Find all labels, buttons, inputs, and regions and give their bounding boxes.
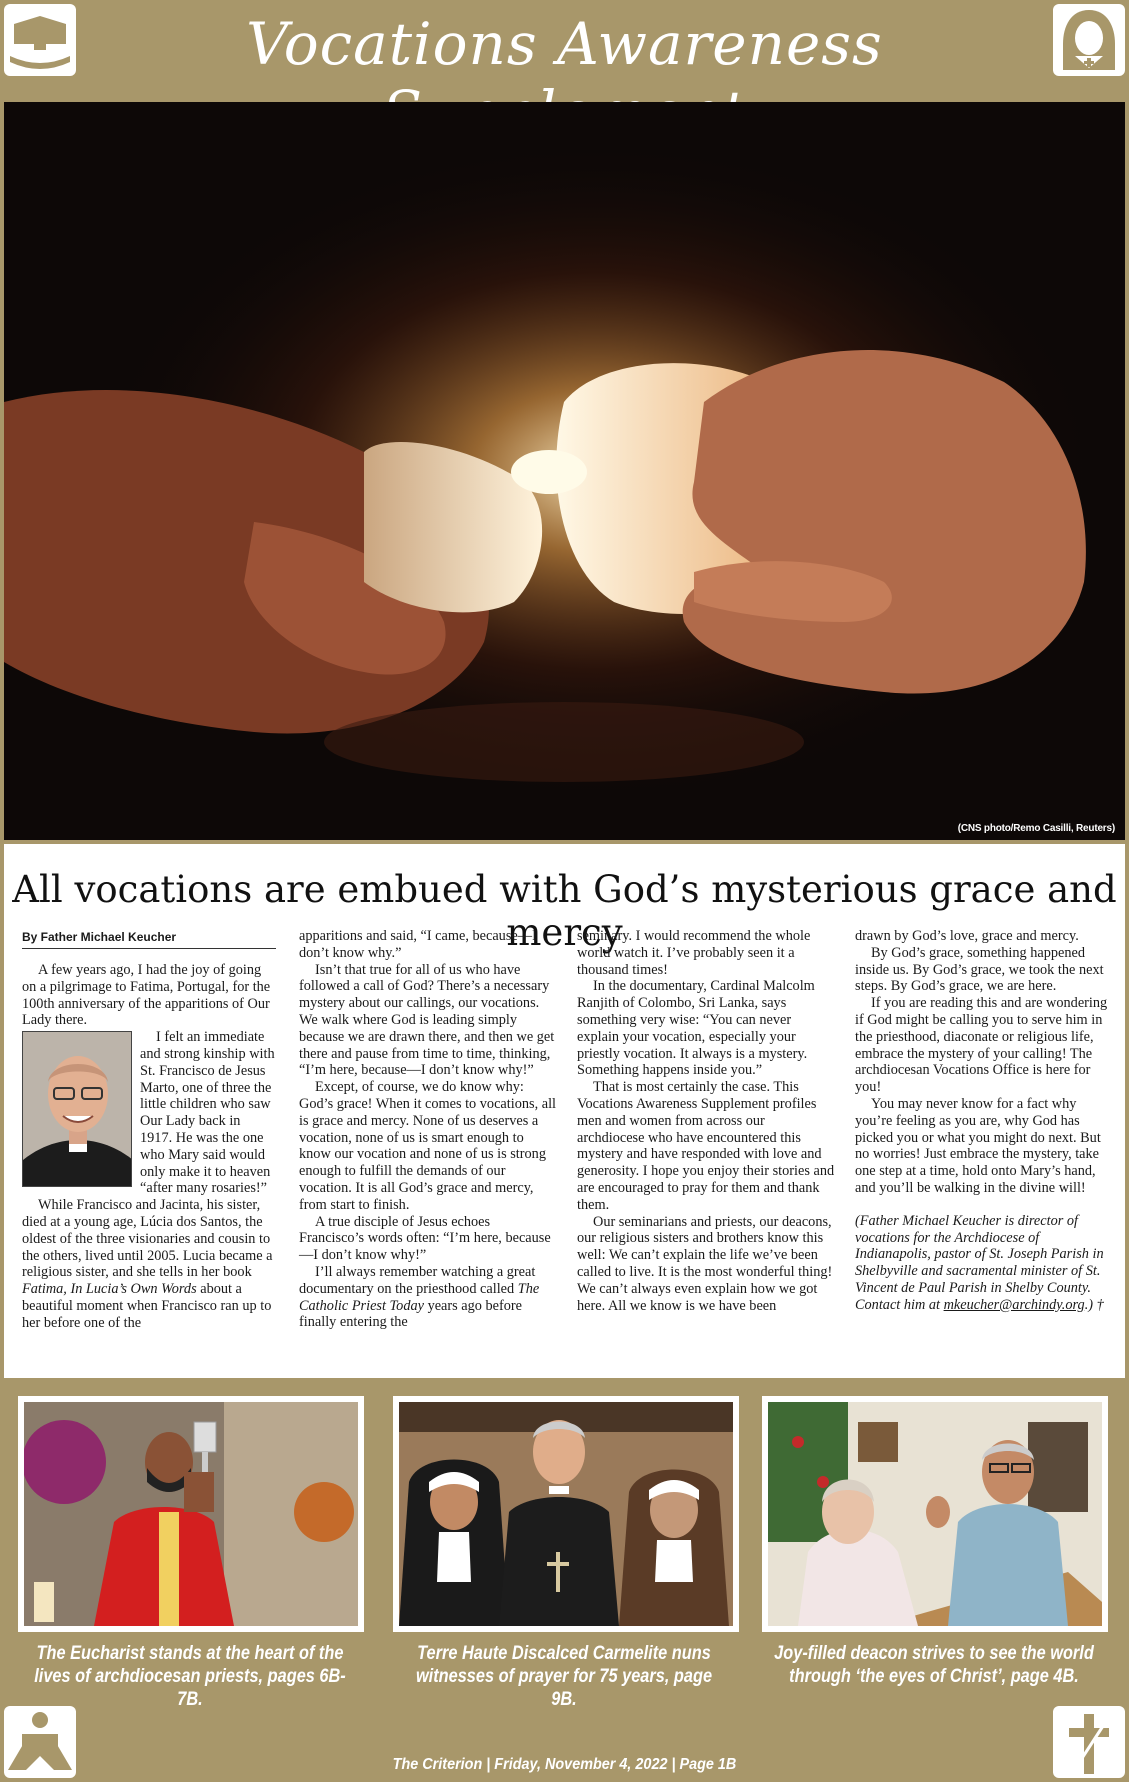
feature-caption-eucharist[interactable]: The Eucharist stands at the heart of the lives of archdiocesan priests, pages 6B-7B. xyxy=(34,1643,346,1710)
feature-photo-deacon[interactable] xyxy=(762,1396,1108,1632)
religious-sister-icon xyxy=(1053,4,1125,76)
paragraph: A true disciple of Jesus echoes Francisco’s words often: “I’m here, because—I don’t know why!” xyxy=(299,1213,551,1264)
page-footer: The Criterion | Friday, November 4, 2022 | Page 1B xyxy=(392,1756,737,1773)
book-title: Fatima, In Lucia’s Own Words xyxy=(22,1281,197,1298)
feature-caption-deacon[interactable]: Joy-filled deacon strives to see the world through ‘the eyes of Christ’, page 4B. xyxy=(774,1643,1094,1687)
paragraph: seminary. I would recommend the whole world watch it. I’ve probably seen it a thousand times! xyxy=(577,928,811,978)
cross-icon xyxy=(1053,1706,1125,1778)
paragraph: In the documentary, Cardinal Malcolm Ranjith of Colombo, Sri Lanka, says something very wise: “You can never explain your vocation, especially your priestly vocation. It always is a mystery. Something happens inside you.” xyxy=(577,978,815,1079)
feature-photo-carmelite-nuns[interactable] xyxy=(393,1396,739,1632)
article-column-4 xyxy=(855,928,1115,1314)
paragraph-cont: about a beautiful moment when Francisco ran up to her before one of the xyxy=(22,1281,272,1331)
author-note: (Father Michael Keucher is director of vocations for the Archdiocese of Indianapolis, pastor of St. Joseph Parish in Shelbyville and sacramental minister of St. Vincent de Paul Parish in Shelby County. Contact him at xyxy=(855,1212,1104,1313)
main-article xyxy=(4,844,1125,1378)
author-email-link[interactable]: mkeucher@archindy.org xyxy=(943,1296,1085,1313)
article-column-2 xyxy=(299,928,557,1331)
paragraph: apparitions and said, “I came, because—I don’t know why.” xyxy=(299,928,537,961)
author-portrait xyxy=(22,1031,132,1187)
supplement-header xyxy=(0,0,1129,100)
paragraph: Our seminarians and priests, our deacons, our religious sisters and brothers know this well: We can’t explain the life we’ve been called to live. It is the most wonderful thing! We can’t always even explain how we got here. All we know is we have been xyxy=(577,1213,833,1314)
feature-caption-carmelite-nuns[interactable]: Terre Haute Discalced Carmelite nuns witnesses of prayer for 75 years, page 9B. xyxy=(415,1643,713,1710)
article-headline: All vocations are embued with God’s mysterious grace and mercy xyxy=(12,868,1117,954)
paragraph: Except, of course, we do know why: God’s grace! When it comes to vocations, all is grace and mercy. None of us deserves a vocation, none of us is smart enough to know our vocation and none of us is strong enough to fulfill the demands of our vocation. It is all God’s grace and mercy, from start to finish. xyxy=(299,1079,557,1213)
paragraph-cont: years ago before finally entering the xyxy=(299,1297,523,1331)
author-note-end: .) † xyxy=(1084,1296,1104,1313)
paragraph: If you are reading this and are wondering if God might be calling you to serve him in the priesthood, diaconate or religious life, embrace the mystery of your calling! The archdiocesan Vocations Office is here for you! xyxy=(855,995,1108,1096)
photo-credit: (CNS photo/Remo Casilli, Reuters) xyxy=(957,823,1115,834)
documentary-title: The Catholic Priest Today xyxy=(299,1280,540,1314)
feature-photo-eucharist[interactable] xyxy=(18,1396,364,1632)
supplement-title: Vocations Awareness xyxy=(246,10,883,78)
hero-candles-photo xyxy=(4,102,1125,840)
paragraph: Isn’t that true for all of us who have followed a call of God? There’s a necessary mystery about our callings, our vocations. We walk where God is leading simply because we are drawn there, and then we get there and pause from time to time, thinking, “I’m here, because—I don’t know why!” xyxy=(299,961,555,1079)
article-byline: By Father Michael Keucher xyxy=(22,930,276,949)
paragraph: By God’s grace, something happened inside us. By God’s grace, we took the next steps. By God’s grace, we are here. xyxy=(855,944,1104,995)
article-column-1 xyxy=(22,962,276,1332)
priest-collar-icon xyxy=(4,4,76,76)
paragraph: I felt an immediate and strong kinship with St. Francisco de Jesus Marto, one of three the little children who saw Our Lady back in 1917. He was the one who Mary said would only make it to heaven “after many rosaries!” xyxy=(140,1029,275,1197)
paragraph: I’ll always remember watching a great documentary on the priesthood called xyxy=(299,1263,536,1297)
paragraph: You may never know for a fact why you’re feeling as you are, why God has picked you or what you might do next. But no worries! Just embrace the mystery, take one step at a time, hold onto Mary’s hand, and you’ll be walking in the divine will! xyxy=(855,1095,1101,1196)
paragraph: A few years ago, I had the joy of going on a pilgrimage to Fatima, Portugal, for the 100th anniversary of the apparitions of Our Lady there. xyxy=(22,962,271,1029)
article-column-3 xyxy=(577,928,835,1314)
paragraph: That is most certainly the case. This Vocations Awareness Supplement profiles men and women from across our archdiocese who have encountered this mystery and have responded with love and generosity. I hope you enjoy their stories and are encouraged to pray for them and thank them. xyxy=(577,1079,835,1213)
paragraph: While Francisco and Jacinta, his sister, died at a young age, Lúcia dos Santos, the oldest of the three visionaries and cousin to the others, lived until 2005. Lucia became a religious sister, and she tells in her book xyxy=(22,1197,273,1281)
paragraph: drawn by God’s love, grace and mercy. xyxy=(855,928,1079,944)
